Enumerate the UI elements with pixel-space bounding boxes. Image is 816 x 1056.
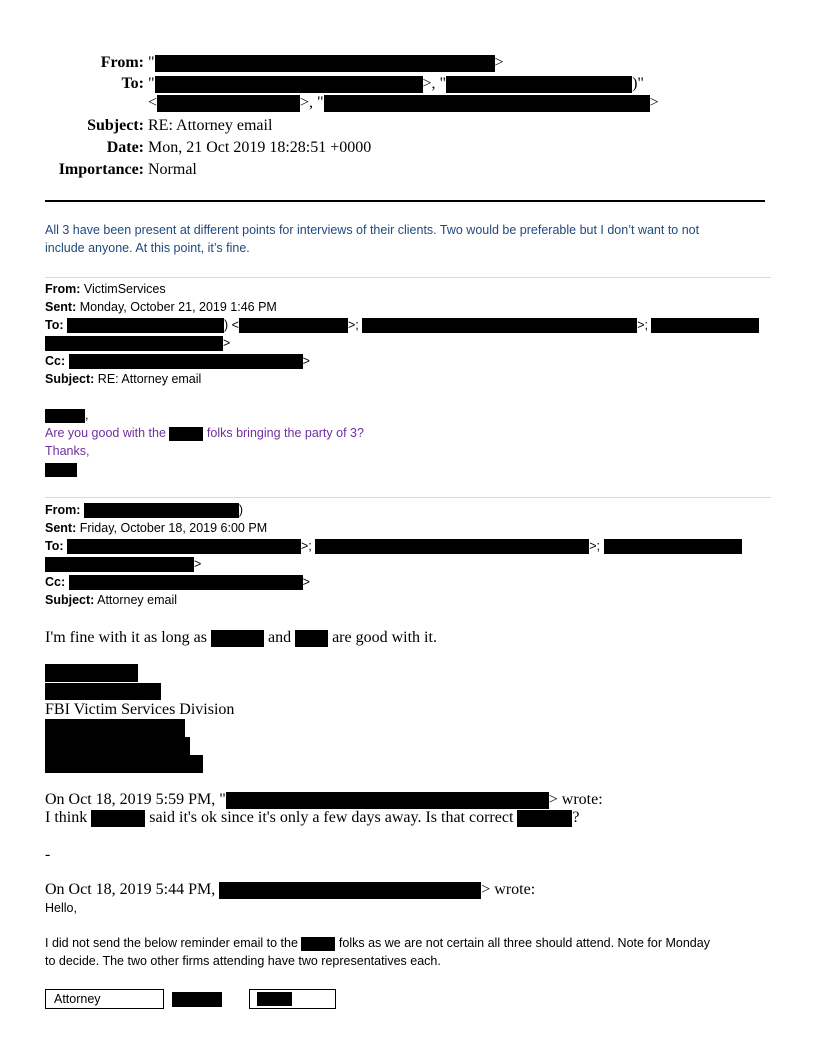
msg3-from-line: From: ) bbox=[45, 503, 244, 517]
importance-value: Normal bbox=[148, 161, 197, 178]
table-cell-attorney: Attorney bbox=[45, 989, 164, 1009]
subject-label: Subject: bbox=[87, 117, 144, 134]
redaction bbox=[362, 318, 637, 333]
to-value-line2: < >, " > bbox=[148, 94, 659, 111]
quote2-on-line bbox=[45, 880, 535, 900]
msg2-greeting: , bbox=[45, 406, 88, 424]
msg3-sent-line bbox=[45, 519, 267, 537]
redaction bbox=[517, 810, 572, 827]
msg2-sent-line bbox=[45, 298, 277, 316]
redaction bbox=[211, 630, 264, 647]
msg2-to-label: To: bbox=[45, 318, 64, 332]
redaction bbox=[295, 630, 328, 647]
msg2-from-value: VictimServices bbox=[83, 282, 166, 296]
redaction bbox=[45, 463, 77, 477]
msg3-to-label: To: bbox=[45, 539, 64, 553]
redaction bbox=[67, 318, 224, 333]
redaction bbox=[651, 318, 759, 333]
from-label: From: bbox=[100, 54, 144, 71]
msg3-to-line2: > bbox=[45, 555, 201, 573]
redaction bbox=[446, 76, 632, 93]
table-cell bbox=[249, 989, 336, 1009]
msg2-subject-value: RE: Attorney email bbox=[97, 372, 202, 386]
redaction bbox=[315, 539, 589, 554]
msg3-subject-line bbox=[45, 591, 177, 609]
msg2-cc-label: Cc: bbox=[45, 354, 66, 368]
signature-division: FBI Victim Services Division bbox=[45, 701, 235, 718]
msg2-from-line bbox=[45, 280, 166, 298]
msg3-sent-label: Sent: bbox=[45, 521, 77, 535]
redaction bbox=[155, 55, 495, 72]
msg3-body-b: and bbox=[267, 629, 292, 646]
redaction bbox=[172, 992, 222, 1007]
redaction bbox=[67, 539, 301, 554]
subject-value: RE: Attorney email bbox=[148, 117, 273, 134]
msg3-body-c: are good with it. bbox=[332, 629, 437, 646]
quote1-on-text: On Oct 18, 2019 5:59 PM, " bbox=[45, 791, 226, 808]
msg3-cc-line: Cc: > bbox=[45, 575, 310, 589]
msg3-from-label: From: bbox=[45, 503, 81, 517]
quote1-wrote: > wrote: bbox=[548, 791, 603, 808]
msg2-signoff bbox=[45, 460, 77, 478]
quote1-body-c: ? bbox=[572, 809, 580, 826]
msg2-body-line1 bbox=[45, 424, 364, 442]
msg2-thanks: Thanks, bbox=[45, 444, 90, 458]
redaction bbox=[155, 76, 423, 93]
quote1-on-line bbox=[45, 790, 603, 810]
date-label: Date: bbox=[106, 139, 144, 156]
redaction bbox=[45, 664, 138, 682]
msg2-to-line: To: ) < >; >; bbox=[45, 316, 759, 334]
redaction bbox=[69, 354, 303, 369]
msg2-from-label: From: bbox=[45, 282, 81, 296]
quote2-body-b: folks as we are not certain all three should attend. Note for Monday bbox=[338, 936, 710, 950]
quote2-body-line1 bbox=[45, 934, 710, 952]
quote2-hello: Hello, bbox=[45, 901, 77, 915]
redaction bbox=[604, 539, 742, 554]
redaction bbox=[69, 575, 303, 590]
message-divider bbox=[45, 277, 771, 278]
msg2-sent-value: Monday, October 21, 2019 1:46 PM bbox=[79, 300, 277, 314]
msg3-to-line: To: >; >; bbox=[45, 537, 742, 555]
redaction bbox=[45, 409, 85, 423]
redaction bbox=[219, 882, 481, 899]
msg3-subject-label: Subject: bbox=[45, 593, 95, 607]
redaction bbox=[169, 427, 203, 441]
redaction bbox=[226, 792, 549, 809]
msg2-subject-label: Subject: bbox=[45, 372, 95, 386]
from-value: " > bbox=[148, 54, 504, 71]
to-value-line1: " >, " )" bbox=[148, 75, 644, 92]
quote1-body-b: said it's ok since it's only a few days away. Is that correct bbox=[149, 809, 514, 826]
msg2-subject-line bbox=[45, 370, 201, 388]
redaction bbox=[45, 336, 223, 351]
importance-label: Importance: bbox=[58, 161, 144, 178]
msg2-body-a: Are you good with the bbox=[45, 426, 166, 440]
reply-text-line2: include anyone. At this point, it’s fine. bbox=[45, 241, 250, 255]
redaction bbox=[239, 318, 348, 333]
redaction bbox=[301, 937, 335, 951]
redaction bbox=[257, 992, 292, 1006]
msg3-subject-value: Attorney email bbox=[97, 593, 178, 607]
redaction bbox=[84, 503, 239, 518]
redaction bbox=[324, 95, 650, 112]
reply-text-line1: All 3 have been present at different points for interviews of their clients. Two would be preferable but I don’t want to not bbox=[45, 223, 700, 237]
msg3-body-a: I'm fine with it as long as bbox=[45, 629, 207, 646]
msg2-sent-label: Sent: bbox=[45, 300, 77, 314]
quote1-body-a: I think bbox=[45, 809, 88, 826]
redaction bbox=[91, 810, 145, 827]
msg3-body bbox=[45, 628, 437, 648]
date-value: Mon, 21 Oct 2019 18:28:51 +0000 bbox=[148, 139, 372, 156]
quote2-wrote: > wrote: bbox=[481, 881, 536, 898]
quote1-body bbox=[45, 808, 580, 828]
msg2-cc-line: Cc: > bbox=[45, 354, 310, 368]
quote2-on-text: On Oct 18, 2019 5:44 PM, bbox=[45, 881, 216, 898]
header-divider bbox=[45, 200, 765, 202]
redaction bbox=[157, 95, 300, 112]
to-label: To: bbox=[121, 75, 144, 92]
quote2-body-a: I did not send the below reminder email to the bbox=[45, 936, 298, 950]
msg3-sent-value: Friday, October 18, 2019 6:00 PM bbox=[79, 521, 268, 535]
msg2-body-b: folks bringing the party of 3? bbox=[206, 426, 364, 440]
message-divider bbox=[45, 497, 771, 498]
quote2-body-line2: to decide. The two other firms attending have two representatives each. bbox=[45, 954, 441, 968]
redaction bbox=[45, 683, 161, 700]
msg3-cc-label: Cc: bbox=[45, 575, 66, 589]
quote1-dash: - bbox=[45, 846, 51, 863]
redaction bbox=[45, 557, 194, 572]
redaction bbox=[45, 719, 185, 737]
redaction bbox=[45, 737, 190, 755]
msg2-to-line2: > bbox=[45, 334, 230, 352]
redaction bbox=[45, 755, 203, 773]
